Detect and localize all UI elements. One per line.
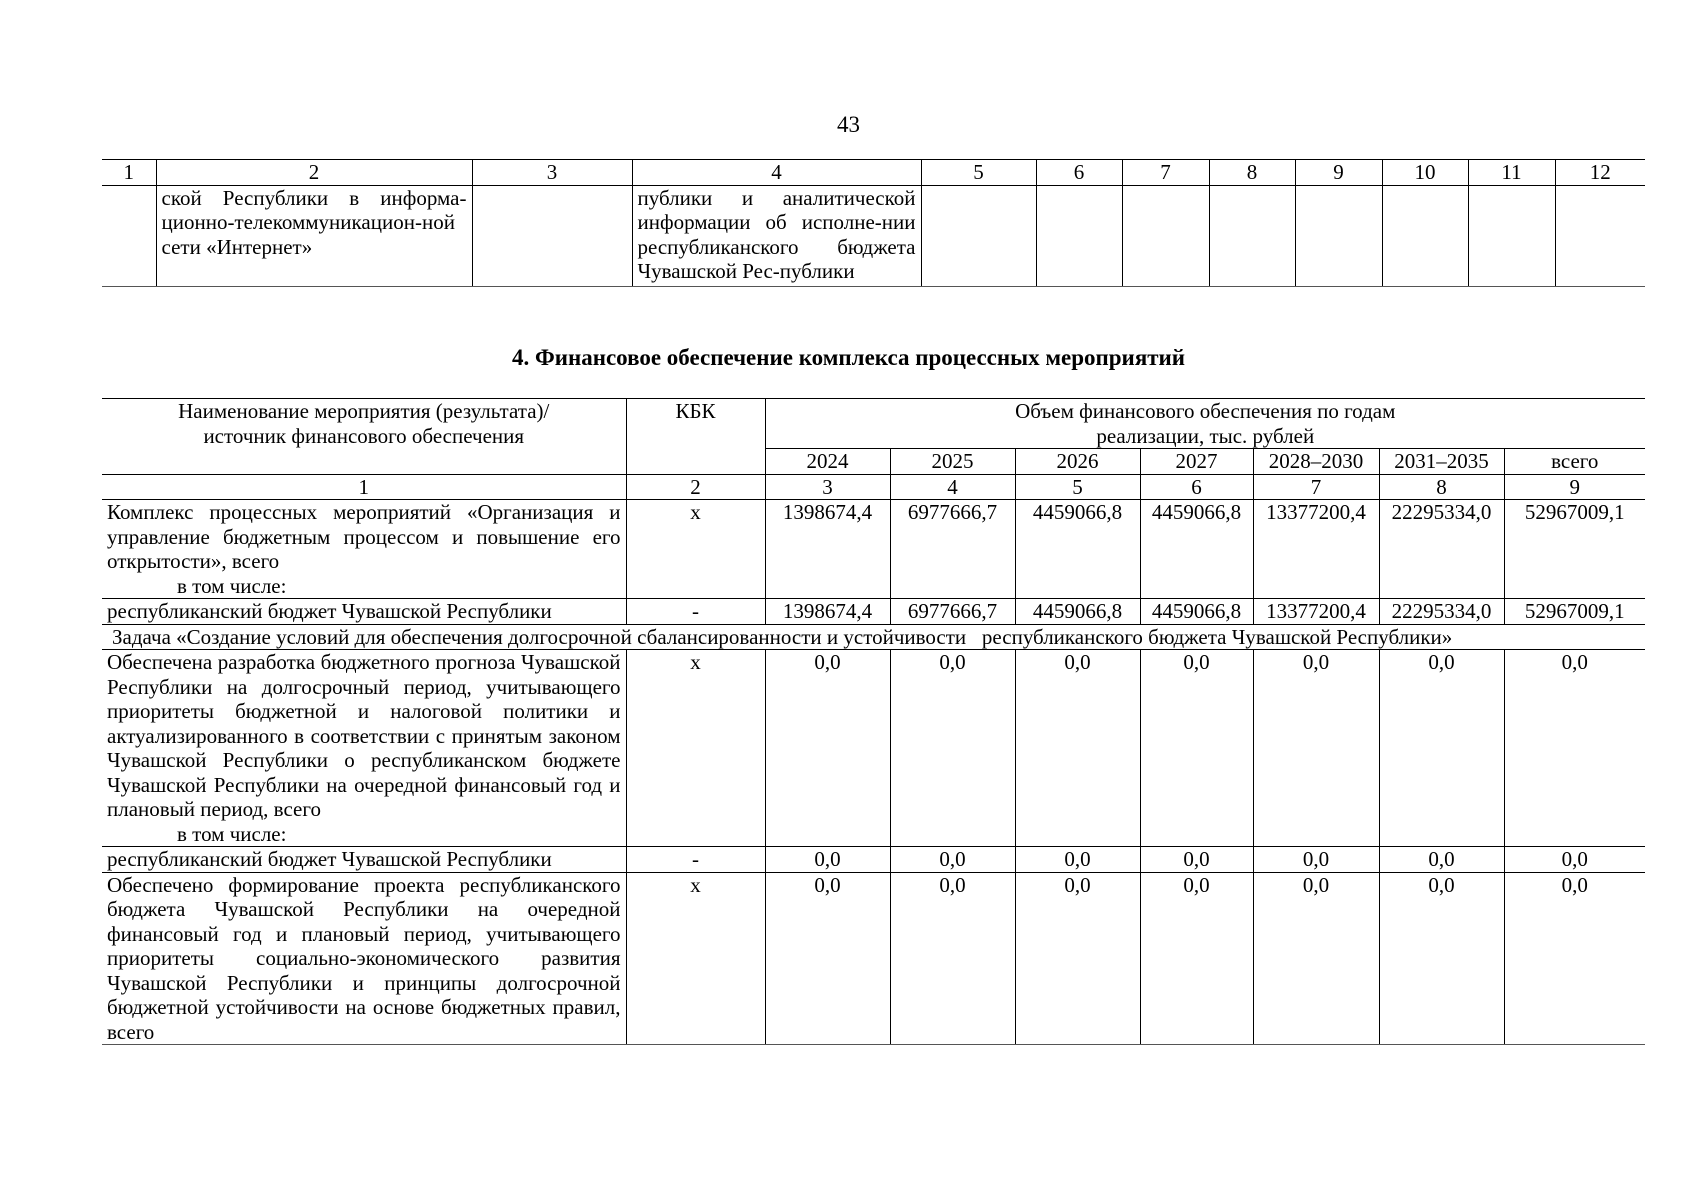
column-number-row [102,160,1645,186]
including-label: в том числе: [177,573,287,598]
col-number: 7 [1122,160,1209,186]
col-number: 5 [921,160,1036,186]
value-cell: 0,0 [1015,650,1140,847]
year-header: всего [1504,449,1645,475]
row-name-cell [102,650,626,847]
col-number: 6 [1140,474,1253,500]
header-volume: Объем финансового обеспечения по годам реализации, тыс. рублей [765,399,1645,449]
value-cell: 0,0 [1253,847,1379,873]
kbk-cell: х [626,872,765,1045]
value-cell: 0,0 [890,847,1015,873]
value-cell: 13377200,4 [1253,500,1379,599]
row-name-cell: Обеспечено формирование проекта республиканского бюджета Чувашской Республики на очередной финансовый год и плановый период, учитывающего приоритеты социально-экономического развития Чувашской Республики и принципы долгосрочной бюджетной устойчивости на основе бюджетных правил, всего [102,872,626,1045]
table-row [102,872,1645,1045]
value-cell: 0,0 [1253,650,1379,847]
value-cell: 0,0 [1379,872,1504,1045]
value-cell: 0,0 [1379,847,1504,873]
header-kbk: КБК [626,399,765,475]
column-number-row [102,474,1645,500]
value-cell: 4459066,8 [1140,500,1253,599]
header-name-column: Наименование мероприятия (результата)/ источник финансового обеспечения [102,399,626,475]
value-cell: 0,0 [1015,872,1140,1045]
col-number: 2 [156,160,472,186]
including-label: в том числе: [177,821,287,846]
col-number: 3 [765,474,890,500]
value-cell: 0,0 [890,650,1015,847]
value-cell: 0,0 [1253,872,1379,1045]
financing-table [102,398,1645,1045]
kbk-cell: х [626,650,765,847]
value-cell: 4459066,8 [1140,599,1253,625]
row-name: Комплекс процессных мероприятий «Организация и управление бюджетным процессом и повышение его открытости», всего [107,500,621,573]
value-cell: 0,0 [1015,847,1140,873]
col-number: 8 [1379,474,1504,500]
col-number: 5 [1015,474,1140,500]
value-cell: 4459066,8 [1015,599,1140,625]
value-cell: 0,0 [1379,650,1504,847]
table-row [102,500,1645,599]
year-header: 2024 [765,449,890,475]
value-cell: 13377200,4 [1253,599,1379,625]
year-header: 2028–2030 [1253,449,1379,475]
value-cell: 0,0 [765,847,890,873]
col-number: 10 [1382,160,1468,186]
value-cell: 4459066,8 [1015,500,1140,599]
value-cell: 1398674,4 [765,599,890,625]
year-header: 2025 [890,449,1015,475]
value-cell: 1398674,4 [765,500,890,599]
value-cell: 0,0 [1504,872,1645,1045]
value-cell: 6977666,7 [890,500,1015,599]
col-number: 4 [890,474,1015,500]
table-row [102,185,1645,286]
value-cell: 6977666,7 [890,599,1015,625]
value-cell: 0,0 [1504,650,1645,847]
table-row [102,650,1645,847]
table-row [102,847,1645,873]
kbk-cell: - [626,847,765,873]
row-name-cell [102,500,626,599]
value-cell: 0,0 [765,872,890,1045]
task-row [102,624,1645,650]
table-row [102,599,1645,625]
value-cell: 0,0 [765,650,890,847]
col-number: 9 [1295,160,1382,186]
value-cell: 52967009,1 [1504,599,1645,625]
value-cell: 0,0 [1140,847,1253,873]
value-cell: 22295334,0 [1379,500,1504,599]
header-row [102,399,1645,449]
row-name: Обеспечена разработка бюджетного прогноза Чувашской Республики на долгосрочный период, учитывающего приоритеты бюджетной и налоговой политики и актуализированного в соответствии с принятым законом Чувашской Республики о республиканском бюджете Чувашской Республики на очередной финансовый год и плановый период, всего [107,650,621,821]
value-cell: 0,0 [890,872,1015,1045]
value-cell: 0,0 [1140,650,1253,847]
kbk-cell: х [626,500,765,599]
col-number: 12 [1555,160,1645,186]
col-number: 11 [1468,160,1555,186]
result-cell: публики и аналитической информации об исполне-нии республиканского бюджета Чувашской Рес-публики [632,185,921,286]
year-header: 2027 [1140,449,1253,475]
col-number: 1 [102,474,626,500]
col-number: 1 [102,160,156,186]
year-header: 2031–2035 [1379,449,1504,475]
value-cell: 22295334,0 [1379,599,1504,625]
value-cell: 52967009,1 [1504,500,1645,599]
value-cell: 0,0 [1504,847,1645,873]
year-header: 2026 [1015,449,1140,475]
row-name-cell: республиканский бюджет Чувашской Республики [102,847,626,873]
page-number: 43 [837,112,860,137]
col-number: 3 [472,160,632,186]
col-number: 7 [1253,474,1379,500]
event-name-cell: ской Республики в информа-ционно-телекоммуникацион-ной сети «Интернет» [156,185,472,286]
col-number: 4 [632,160,921,186]
col-number: 6 [1036,160,1122,186]
kbk-cell: - [626,599,765,625]
row-name-cell: республиканский бюджет Чувашской Республики [102,599,626,625]
continuation-table [102,159,1645,287]
col-number: 8 [1209,160,1295,186]
section-title: 4. Финансовое обеспечение комплекса процессных мероприятий [511,345,1186,370]
task-title: Задача «Создание условий для обеспечения долгосрочной сбалансированности и устойчивости республиканского бюджета Чувашской Республики» [102,624,1645,650]
value-cell: 0,0 [1140,872,1253,1045]
col-number: 9 [1504,474,1645,500]
col-number: 2 [626,474,765,500]
